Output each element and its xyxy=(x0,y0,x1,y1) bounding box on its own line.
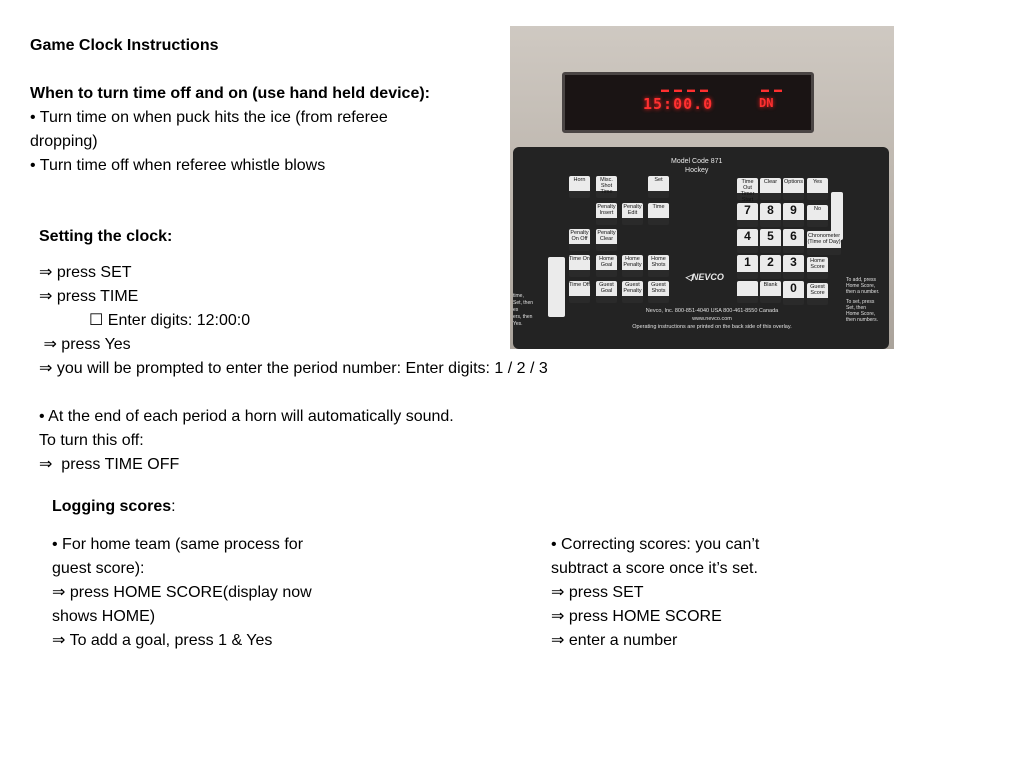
when-line: dropping) xyxy=(30,133,98,150)
note-line: ers, then xyxy=(513,314,533,320)
footer-line: Nevco, Inc. 800-851-4040 USA 800-461-8550 Canada xyxy=(645,308,779,314)
controller-photo xyxy=(510,26,894,349)
setting-step: ⇒ press Yes xyxy=(39,336,131,353)
note-line: Home Score, xyxy=(846,311,876,317)
yes-key: Yes xyxy=(807,178,828,200)
setting-step: ⇒ press TIME xyxy=(39,288,139,305)
correct-line: subtract a score once it’s set. xyxy=(551,560,758,577)
key-0: 0 xyxy=(783,281,804,305)
home-line: shows HOME) xyxy=(52,608,156,625)
panel-footer xyxy=(617,307,807,331)
horn-line: To turn this off: xyxy=(39,432,144,449)
footer-line: Operating instructions are printed on the back side of this overlay. xyxy=(632,324,792,330)
led-display xyxy=(562,72,814,133)
note-line: To set, press xyxy=(846,299,875,305)
home-shots-key: Home Shots xyxy=(648,255,669,277)
note-line: Yes. xyxy=(513,321,523,327)
setting-heading: Setting the clock: xyxy=(39,228,173,245)
blank-key: Blank xyxy=(760,281,781,303)
guest-shots-key: Guest Shots xyxy=(648,281,669,303)
right-note xyxy=(846,277,879,323)
when-line: • Turn time off when referee whistle blows xyxy=(30,157,326,174)
home-score-block xyxy=(52,533,312,653)
home-goal-key: Home Goal xyxy=(596,255,617,277)
sport-name: Hockey xyxy=(685,167,709,174)
home-penalty-key: Home Penalty xyxy=(622,255,643,277)
key-4: 4 xyxy=(737,229,758,253)
time-off-key: Time Off xyxy=(569,281,590,303)
penalty-insert-key: Penalty Insert xyxy=(596,203,617,225)
note-line: es xyxy=(513,307,519,313)
key-1: 1 xyxy=(737,255,758,279)
note-line: Set, then xyxy=(513,300,534,306)
footer-line: www.nevco.com xyxy=(692,316,732,322)
model-label xyxy=(671,157,722,175)
penalty-clear-key: Penalty Clear xyxy=(596,229,617,251)
horn-line: • At the end of each period a horn will automatically sound. xyxy=(39,408,454,425)
home-line: ⇒ To add a goal, press 1 & Yes xyxy=(52,632,273,649)
home-score-key: Home Score xyxy=(807,257,828,279)
guest-score-key: Guest Score xyxy=(807,283,828,305)
note-line: time, xyxy=(513,293,524,299)
when-heading: When to turn time off and on (use hand held device): xyxy=(30,85,430,102)
brand-name: NEVCO xyxy=(691,272,724,282)
home-line: guest score): xyxy=(52,560,145,577)
allowable-time-strip xyxy=(548,257,565,317)
no-key: No xyxy=(807,205,828,227)
penalty-onoff-key: Penalty On Off xyxy=(569,229,590,251)
led-indicators: ▬▬▬▬ xyxy=(661,85,713,94)
guest-penalty-key: Guest Penalty xyxy=(622,281,643,303)
led-indicators: ▬▬ xyxy=(761,85,787,94)
correct-line: ⇒ press HOME SCORE xyxy=(551,608,722,625)
options-key: Options xyxy=(783,178,804,200)
horn-key: Horn xyxy=(569,176,590,198)
note-line: Home Score, xyxy=(846,283,876,289)
note-line: then a number. xyxy=(846,289,880,295)
setting-block xyxy=(39,225,548,477)
note-line: Set, then xyxy=(846,305,867,311)
logging-heading: Logging scores xyxy=(52,498,172,515)
model-code: Model Code 871 xyxy=(671,158,723,165)
setting-step: ⇒ you will be prompted to enter the period number: Enter digits: 1 / 2 / 3 xyxy=(39,360,548,377)
time-on-key: Time On xyxy=(569,255,590,277)
key-2: 2 xyxy=(760,255,781,279)
correcting-block xyxy=(551,533,759,653)
home-line: ⇒ press HOME SCORE(display now xyxy=(52,584,312,601)
key-8: 8 xyxy=(760,203,781,227)
instructions-block xyxy=(30,34,430,178)
time-key: Time xyxy=(648,203,669,225)
home-line: • For home team (same process for xyxy=(52,536,304,553)
setting-step: ⇒ press SET xyxy=(39,264,132,281)
penalty-edit-key: Penalty Edit xyxy=(622,203,643,225)
misc-shot-key: Misc. Shot Time xyxy=(596,176,617,198)
horn-line: ⇒ press TIME OFF xyxy=(39,456,180,473)
setting-step: ☐ Enter digits: 12:00:0 xyxy=(89,312,251,329)
logging-heading-row xyxy=(52,495,176,519)
tot-clear-key: Clear xyxy=(760,178,781,200)
keypad-panel xyxy=(513,147,889,349)
page-title: Game Clock Instructions xyxy=(30,37,219,54)
key-7: 7 xyxy=(737,203,758,227)
when-line: • Turn time on when puck hits the ice (from referee xyxy=(30,109,388,126)
display-time: 15:00.0 xyxy=(643,95,714,113)
correct-line: ⇒ enter a number xyxy=(551,632,678,649)
left-note xyxy=(513,293,533,328)
display-right: DN xyxy=(759,96,774,110)
nevco-logo: ◁NEVCO xyxy=(685,272,724,282)
tot-start-key: Time Out Timer Start xyxy=(737,178,758,200)
note-line: then numbers. xyxy=(846,317,878,323)
correct-line: • Correcting scores: you can’t xyxy=(551,536,760,553)
correct-line: ⇒ press SET xyxy=(551,584,644,601)
chronometer-key: Chronometer (Time of Day) xyxy=(807,231,841,255)
blank-key-1 xyxy=(737,281,758,303)
set-key: Set xyxy=(648,176,669,198)
logging-colon: : xyxy=(171,498,176,515)
key-5: 5 xyxy=(760,229,781,253)
key-6: 6 xyxy=(783,229,804,253)
note-line: To add, press xyxy=(846,277,877,283)
guest-goal-key: Guest Goal xyxy=(596,281,617,303)
key-9: 9 xyxy=(783,203,804,227)
key-3: 3 xyxy=(783,255,804,279)
